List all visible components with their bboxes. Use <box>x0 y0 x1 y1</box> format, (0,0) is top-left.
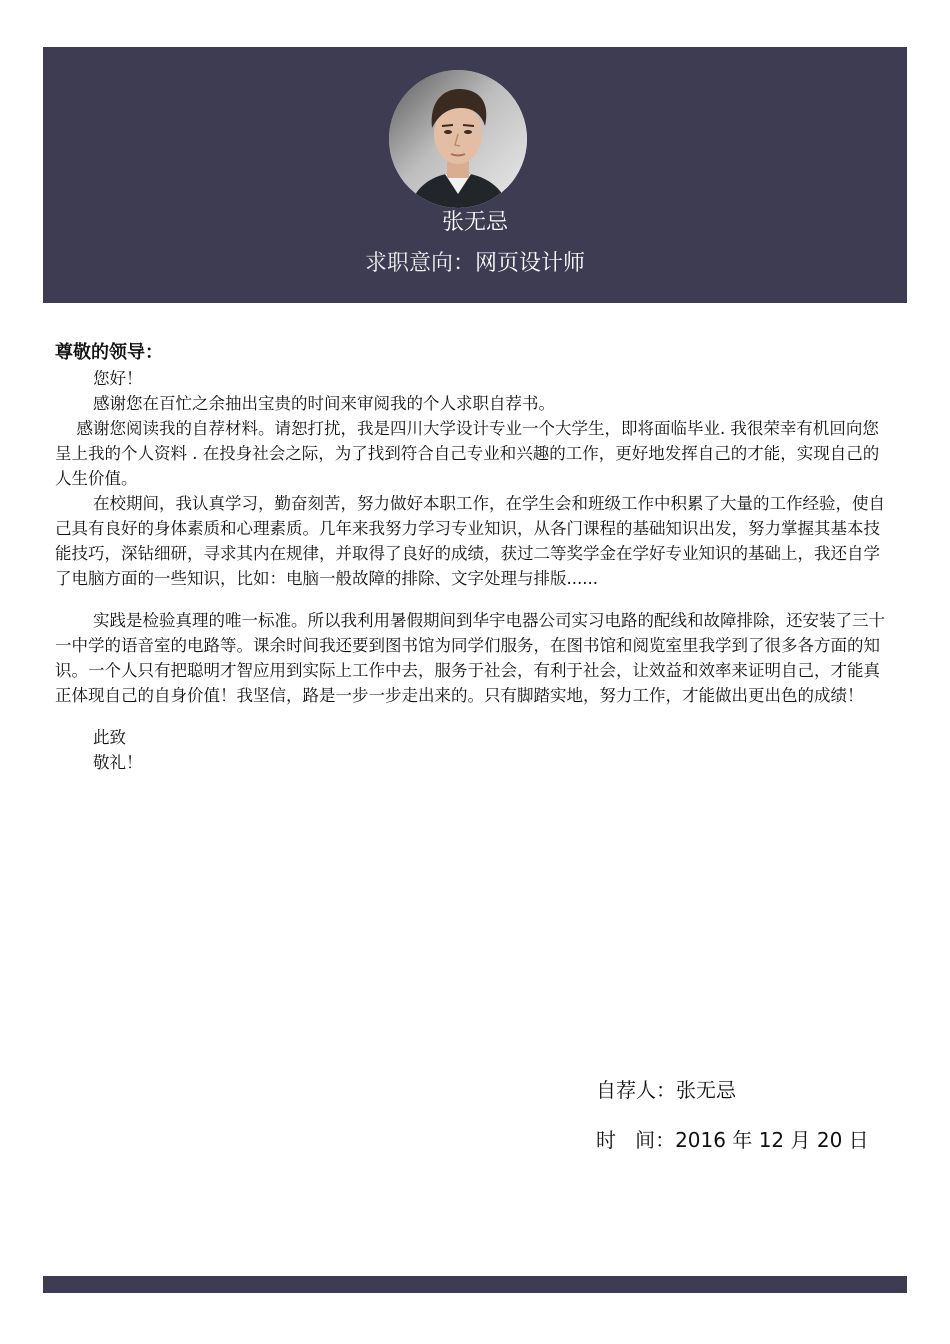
letter-closing: 此致 <box>92 728 126 747</box>
signature-block <box>596 1074 869 1174</box>
signature-date <box>596 1124 869 1156</box>
job-intent <box>43 248 907 280</box>
letter-paragraph: 感谢您在百忙之余抽出宝贵的时间来审阅我的个人求职自荐书。 <box>92 394 555 413</box>
applicant-name: 张无忌 <box>441 210 508 235</box>
footer-bar <box>43 1276 907 1293</box>
author-label: 自荐人： <box>596 1078 676 1102</box>
letter-paragraph: 实践是检验真理的唯一标准。所以我利用暑假期间到华宇电器公司实习电路的配线和故障排除，还安装了三十一中学的语音室的电路等。课余时间我还要到图书馆为同学们服务，在图书馆和阅览室里我学到了很多各方面的知识。一个人只有把聪明才智应用到实际上工作中去，服务于社会，有利于社会，让效益和效率来证明自己，才能真正体现自己的自身价值！我坚信，路是一步一步走出来的。只有脚踏实地，努力工作，才能做出更出色的成绩！ <box>55 611 885 705</box>
author-name: 张无忌 <box>676 1078 736 1102</box>
paragraph-gap <box>55 591 895 608</box>
job-intent-label: 求职意向： <box>364 251 475 276</box>
signature-author <box>596 1074 869 1106</box>
date-value: 2016 年 12 月 20 日 <box>675 1128 869 1152</box>
profile-photo <box>389 70 527 208</box>
paragraph-gap <box>55 708 895 725</box>
job-intent-value: 网页设计师 <box>475 251 586 276</box>
letter-greeting: 尊敬的领导： <box>55 342 163 363</box>
header-banner <box>43 47 907 303</box>
date-label: 时 间： <box>596 1128 676 1152</box>
letter-paragraph: 在校期间，我认真学习，勤奋刻苦，努力做好本职工作，在学生会和班级工作中积累了大量的工作经验，使自己具有良好的身体素质和心理素质。几年来我努力学习专业知识，从各门课程的基础知识出发，努力掌握其基本技能技巧，深钻细研，寻求其内在规律，并取得了良好的成绩，获过二等奖学金在学好专业知识的基础上，我还自学了电脑方面的一些知识，比如：电脑一般故障的排除、文字处理与排版...... <box>55 494 885 588</box>
cover-letter <box>55 339 895 775</box>
letter-salutation: 敬礼！ <box>92 753 143 772</box>
avatar <box>389 70 527 208</box>
letter-paragraph: 感谢您阅读我的自荐材料。请恕打扰，我是四川大学设计专业一个大学生，即将面临毕业. 我很荣幸有机回向您呈上我的个人资料 . 在投身社会之际，为了找到符合自己专业和兴趣的工作，更好地发挥自己的才能，实现自己的人生价值。 <box>55 419 880 488</box>
letter-paragraph: 您好！ <box>92 369 143 388</box>
